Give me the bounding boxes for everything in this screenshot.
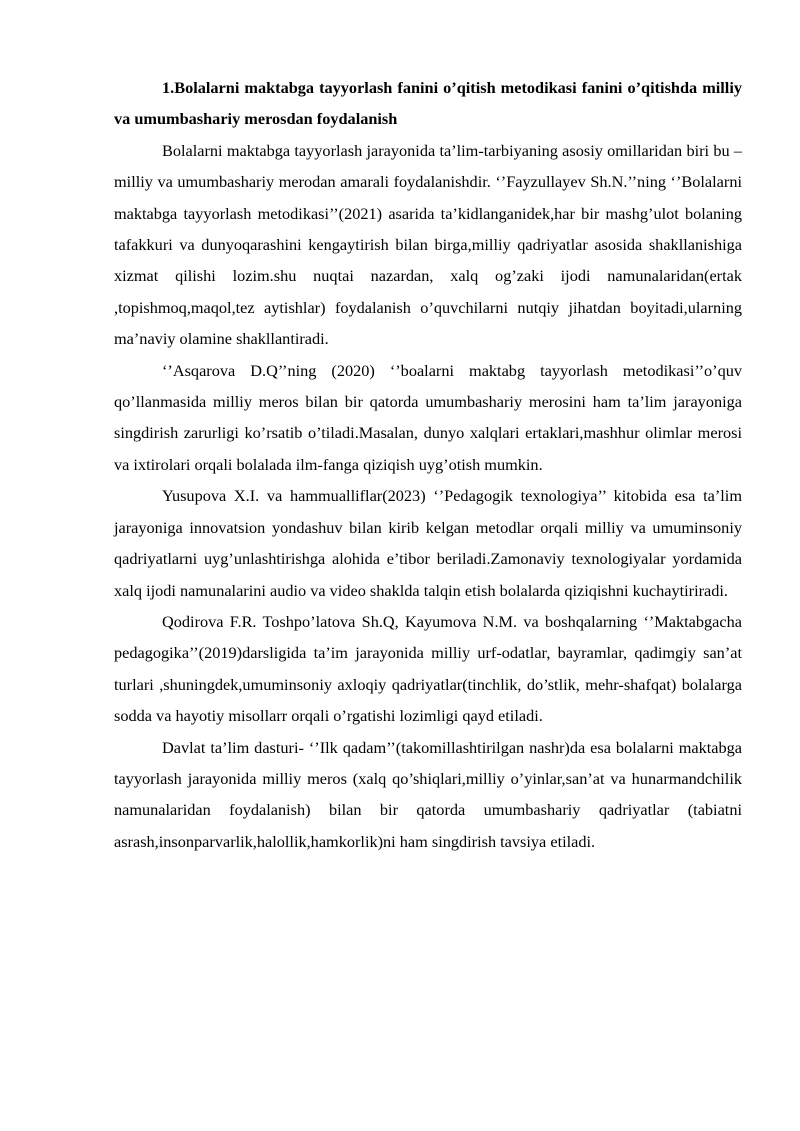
paragraph-davlat-dasturi: Davlat ta’lim dasturi- ‘’Ilk qadam’’(takomillashtirilgan nashr)da esa bolalarni maktabga tayyorlash jarayonida milliy meros (xalq qo’shiqlari,milliy o’yinlar,san’at va hunarmandchilik namunalaridan foydalanish) bilan bir qatorda umumbashariy qadriyatlar (tabiatni asrash,insonparvarlik,halollik,hamkorlik)ni ham singdirish tavsiya etiladi. [114,737,742,851]
section-heading: 1.Bolalarni maktabga tayyorlash fanini o’qitish metodikasi fanini o’qitishda milliy va umumbashariy merosdan foydalanish [114,78,742,129]
document-page [114,72,742,857]
paragraph-fayzullayev: Bolalarni maktabga tayyorlash jarayonida ta’lim-tarbiyaning asosiy omillaridan biri bu – milliy va umumbashariy merodan amarali foydalanishdir. ‘’Fayzullayev Sh.N.’’ning ‘’Bolalarni maktabga tayyorlash metodikasi’’(2021) asarida ta’kidlanganidek,har bir mashg’ulot bolaning tafakkuri va dunyoqarashini kengaytirish bilan birga,milliy qadriyatlar asosida shakllanishiga xizmat qilishi lozim.shu nuqtai nazardan, xalq og’zaki ijodi namunalaridan(ertak ,topishmoq,maqol,tez aytishlar) foydalanish o’quvchilarni nutqiy jihatdan boyitadi,ularning ma’naviy olamine shakllantiradi. [114,140,742,349]
paragraph-qodirova: Qodirova F.R. Toshpo’latova Sh.Q, Kayumova N.M. va boshqalarning ‘’Maktabgacha pedagogika’’(2019)darsligida ta’im jarayonida milliy urf-odatlar, bayramlar, qadimgiy san’at turlari ,shuningdek,umuminsoniy axloqiy qadriyatlar(tinchlik, do’stlik, mehr-shafqat) bolalarga sodda va hayotiy misollarr orqali o’rgatishi lozimligi qayd etiladi. [114,611,742,726]
paragraph-asqarova: ‘’Asqarova D.Q’’ning (2020) ‘’boalarni maktabg tayyorlash metodikasi’’o’quv qo’llanmasida milliy meros bilan bir qatorda umumbashariy merosini ham ta’lim jarayoniga singdirish zarurligi ko’rsatib o’tiladi.Masalan, dunyo xalqlari ertaklari,mashhur olimlar merosi va ixtirolari orqali bolalada ilm-fanga qiziqish uyg’otish mumkin. [114,360,742,474]
paragraph-yusupova: Yusupova X.I. va hammualliflar(2023) ‘’Pedagogik texnologiya’’ kitobida esa ta’lim jarayoniga innovatsion yondashuv bilan kirib kelgan metodlar orqali milliy va umuminsoniy qadriyatlarni uyg’unlashtirishga alohida e’tibor beriladi.Zamonaviy texnologiyalar yordamida xalq ijodi namunalarini audio va video shaklda talqin etish bolalarda qiziqishni kuchaytiriradi. [114,486,742,600]
